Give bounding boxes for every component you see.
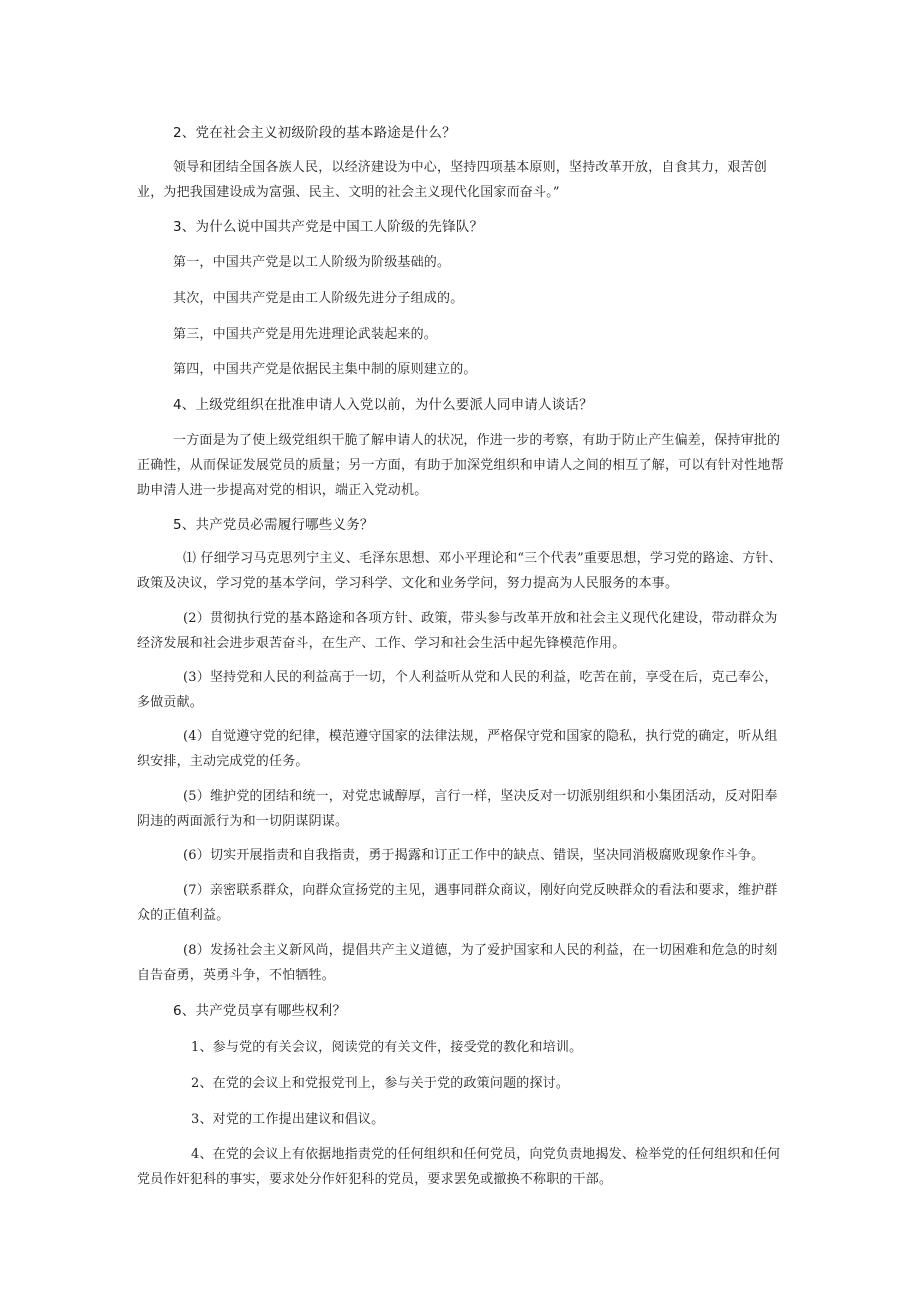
q2-answer: 领导和团结全国各族人民，以经济建设为中心，坚持四项基本原则，坚持改革开放，自食其力，艰苦创业，为把我国建设成为富强、民主、文明的社会主义现代化国家而奋斗。” [137,160,768,200]
q3-heading: 3、为什么说中国共产党是中国工人阶级的先锋队？ [173,219,484,235]
q6-item-1: 1、参与党的有关会议，阅读党的有关文件，接受党的教化和培训。 [191,1040,583,1055]
q5-item-8: (8）发扬社会主义新风尚，提倡共产主义道德，为了爱护国家和人民的利益，在一切困难和危急的时刻自告奋勇，英勇斗争，不怕牺牲。 [137,943,778,983]
q2-heading: 2、党在社会主义初级阶段的基本路途是什么？ [173,125,456,141]
q6-item-3: 3、对党的工作提出建议和倡议。 [191,1112,385,1127]
q5-item-5: (5）维护党的团结和统一，对党忠诚醇厚，言行一样，坚决反对一切派别组织和小集团活动，反对阳奉阴违的两面派行为和一切阴谋阴谋。 [137,789,778,829]
q5-heading: 5、共产党员必需履行哪些义务？ [173,517,374,533]
q5-item-3: (3）坚持党和人民的利益高于一切，个人利益听从党和人民的利益，吃苦在前，享受在后，克己奉公，多做贡献。 [137,670,778,710]
q3-point-3: 第三，中国共产党是用先进理论武装起来的。 [173,327,438,342]
q5-item-4: (4）自觉遵守党的纪律，模范遵守国家的法律法规，严格保守党和国家的隐私，执行党的确定，听从组织安排，主动完成党的任务。 [137,729,778,769]
q6-item-2: 2、在党的会议上和党报党刊上，参与关于党的政策问题的探讨。 [191,1076,570,1091]
q5-item-7: (7）亲密联系群众，向群众宣扬党的主见，遇事同群众商议，刚好向党反映群众的看法和要求，维护群众的正值利益。 [137,883,778,923]
q4-answer: 一方面是为了使上级党组织干脆了解申请人的状况，作进一步的考察，有助于防止产生偏差，保持审批的正确性，从而保证发展党员的质量；另一方面，有助于加深党组织和申请人之间的相互了解，可以有针对性地帮助申清人进一步提高对党的相识，端正入党动机。 [137,433,784,498]
q3-point-1: 第一，中国共产党是以工人阶级为阶级基础的。 [173,255,451,270]
q4-heading: 4、上级党组织在批准申请人入党以前，为什么要派人同申请人谈话？ [173,397,593,413]
q6-heading: 6、共产党员享有哪些权利？ [173,1003,347,1019]
q5-item-1: ⑴ 仔细学习马克思列宁主义、毛泽东思想、邓小平理论和“三个代表”重要思想，学习党的路途、方针、政策及决议，学习党的基本学问，学习科学、文化和业务学问，努力提高为人民服务的本事。 [137,551,782,591]
q3-point-4: 第四，中国共产党是依据民主集中制的原则建立的。 [173,362,477,377]
q5-item-6: (6）切实开展指责和自我指责，勇于揭露和订正工作中的缺点、错误，坚决同消极腐败现象作斗争。 [183,848,765,863]
q5-item-2: (2）贯彻执行党的基本路途和各项方针、政策，带头参与改革开放和社会主义现代化建设，带动群众为经济发展和社会进步艰苦奋斗，在生产、工作、学习和社会生活中起先锋模范作用。 [137,611,778,651]
q6-item-4: 4、在党的会议上有依据地指责党的任何组织和任何党员，向党负责地揭发、检举党的任何组织和任何党员作奸犯科的事实，要求处分作奸犯科的党员，要求罢免或撤换不称职的干部。 [137,1147,781,1187]
q3-point-2: 其次，中国共产党是由工人阶级先进分子组成的。 [173,291,464,306]
